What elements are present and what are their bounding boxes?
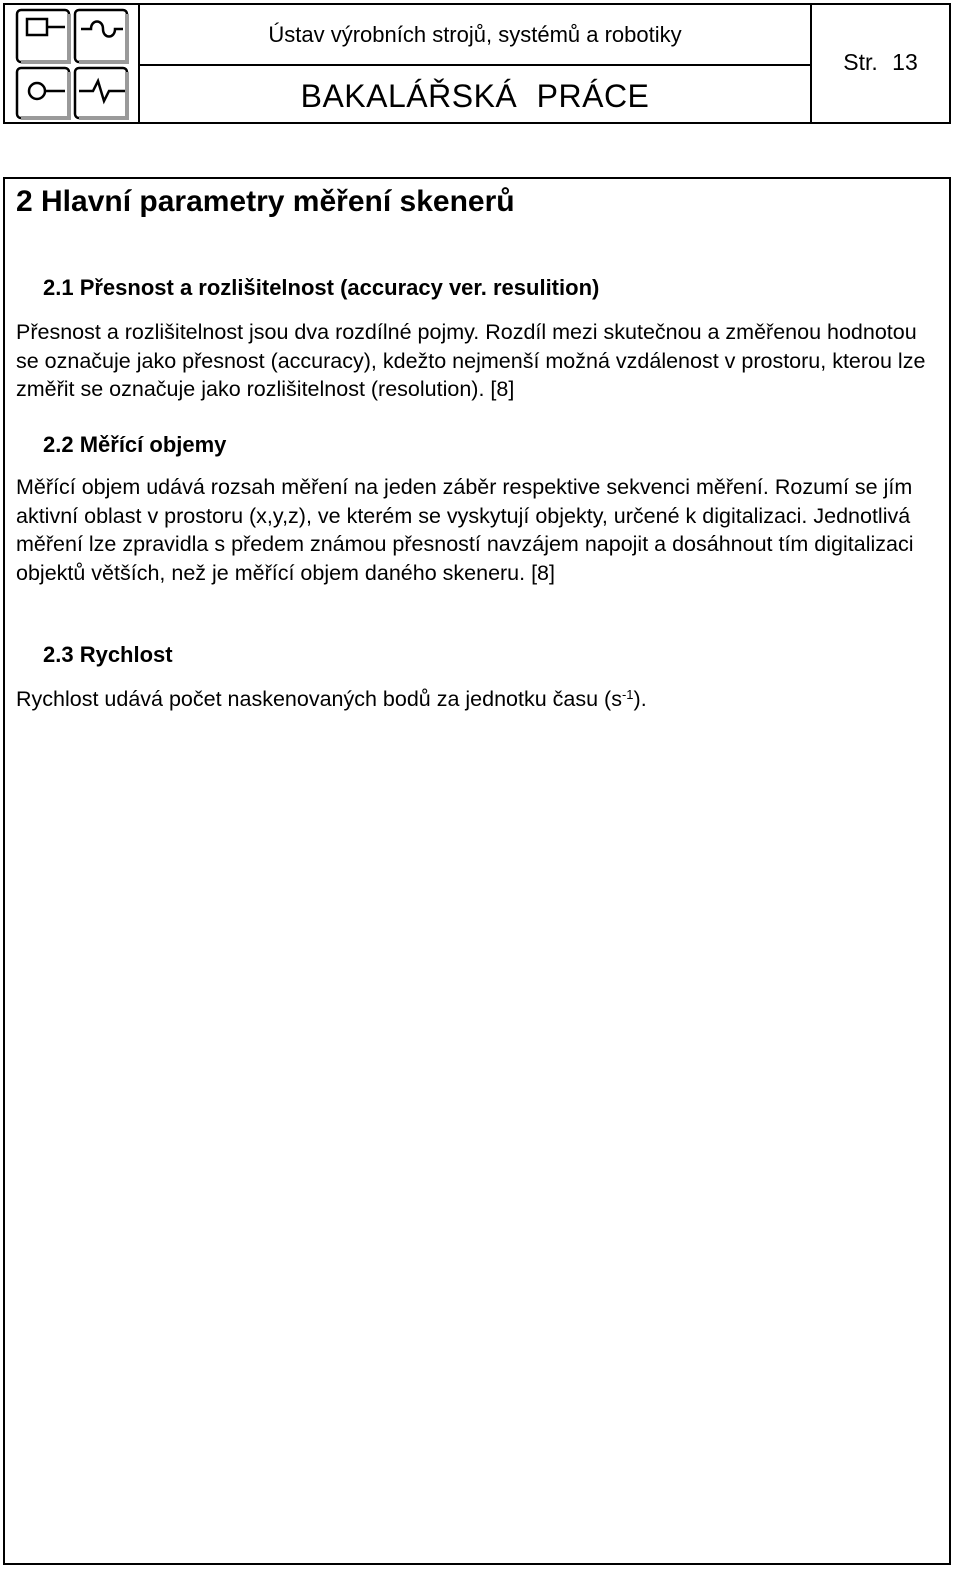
header-title-cell — [140, 5, 812, 122]
institute-logo-icon — [13, 7, 131, 120]
section-heading-2-2: 2.2 Měřící objemy — [43, 432, 227, 457]
page-number: Str. 13 — [843, 49, 918, 75]
logo-cell — [5, 5, 140, 122]
section-text-2-3 — [16, 685, 941, 714]
section-heading-2-1: 2.1 Přesnost a rozlišitelnost (accuracy ver. resulition) — [43, 275, 600, 300]
page-header — [3, 3, 951, 124]
section-heading-2-3: 2.3 Rychlost — [43, 642, 173, 667]
page-content — [3, 177, 951, 1565]
institute-row — [140, 5, 810, 66]
doc-type-row — [140, 66, 810, 122]
document-type: BAKALÁŘSKÁ PRÁCE — [300, 78, 650, 114]
speed-text-end: ). — [633, 687, 647, 711]
section-text-2-2: Měřící objem udává rozsah měření na jeden záběr respektive sekvenci měření. Rozumí se jím aktivní oblast v prostoru (x,y,z), ve kterém se vyskytují objekty, určené k digitalizaci. Jednotlivá měření lze zpravidla s předem známou přesností navzájem napojit a dosáhnout tím digitalizaci objektů větších, než je měřící objem daného skeneru. [8] — [16, 475, 914, 585]
page-number-cell — [812, 5, 949, 122]
institute-name: Ústav výrobních strojů, systémů a robotiky — [268, 22, 682, 47]
exponent: -1 — [621, 687, 634, 702]
chapter-heading: 2 Hlavní parametry měření skenerů — [16, 185, 515, 218]
section-text-2-1: Přesnost a rozlišitelnost jsou dva rozdílné pojmy. Rozdíl mezi skutečnou a změřenou hodnotou se označuje jako přesnost (accuracy), kdežto nejmenší možná vzdálenost v prostoru, kterou lze změřit se označuje jako rozlišitelnost (resolution). [8] — [16, 320, 926, 401]
speed-text: Rychlost udává počet naskenovaných bodů za jednotku času (s — [16, 687, 622, 711]
